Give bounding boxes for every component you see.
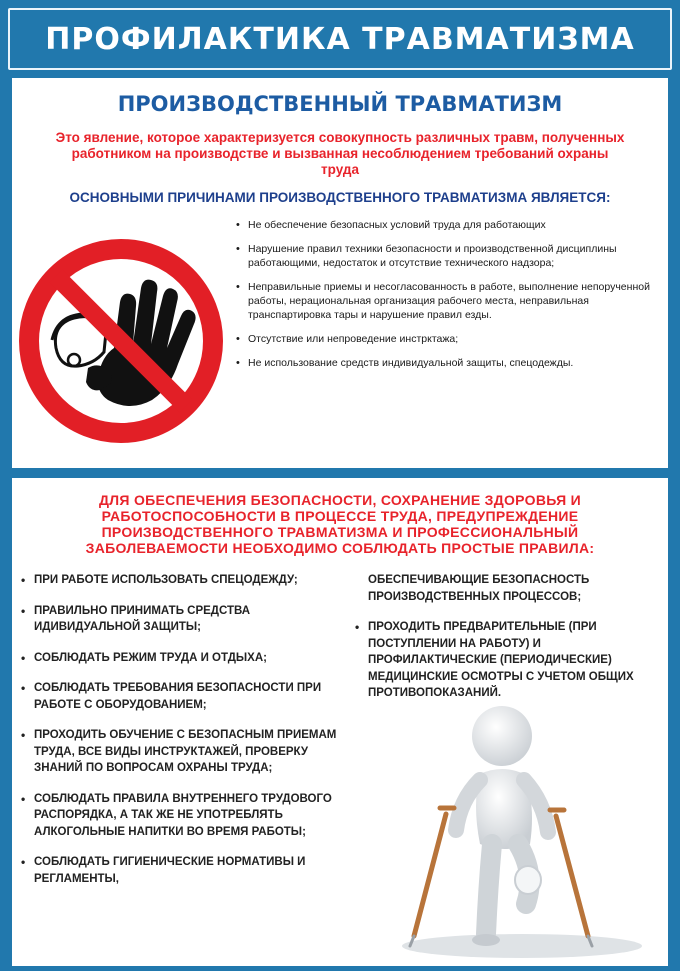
- list-item: • Отсутствие или непроведение инстрктажа;: [234, 332, 654, 346]
- rules-list-right: [352, 572, 662, 716]
- list-item: • СОБЛЮДАТЬ ТРЕБОВАНИЯ БЕЗОПАСНОСТИ ПРИ РАБОТЕ С ОБОРУДОВАНИЕМ;: [18, 680, 340, 713]
- list-item: • ПРОХОДИТЬ ОБУЧЕНИЕ С БЕЗОПАСНЫМ ПРИЕМАМ ТРУДА, ВСЕ ВИДЫ ИНСТРУКТАЖЕЙ, ПРОВЕРКУ ЗНАНИЙ ПО ВОПРОСАМ ОХРАНЫ ТРУДА;: [18, 727, 340, 777]
- list-item: • СОБЛЮДАТЬ РЕЖИМ ТРУДА И ОТДЫХА;: [18, 650, 340, 667]
- rules-list-left: [18, 572, 340, 901]
- causes-heading: ОСНОВНЫМИ ПРИЧИНАМИ ПРОИЗВОДСТВЕННОГО ТРАВМАТИЗМА ЯВЛЯЕТСЯ:: [69, 190, 611, 205]
- list-item: • ПРОХОДИТЬ ПРЕДВАРИТЕЛЬНЫЕ (ПРИ ПОСТУПЛЕНИИ НА РАБОТУ) И ПРОФИЛАКТИЧЕСКИЕ (ПЕРИОДИЧЕСКИЕ) МЕДИЦИНСКИЕ ОСМОТРЫ С УЧЕТОМ ОБЩИХ ПРОТИВОПОКАЗАНИЙ.: [352, 619, 662, 702]
- list-item: • Нарушение правил техники безопасности и производственной дисциплины работающими, недостаток и отсутствие технического надзора;: [234, 242, 654, 270]
- section-heading: ПРОИЗВОДСТВЕННЫЙ ТРАВМАТИЗМ: [117, 92, 563, 116]
- definition-text: Это явление, которое характеризуется совокупность различных травм, полученных работником на производстве и вызванная несоблюдением требований охраны труда: [55, 130, 625, 177]
- list-item-continuation: ОБЕСПЕЧИВАЮЩИЕ БЕЗОПАСНОСТЬ ПРОИЗВОДСТВЕННЫХ ПРОЦЕССОВ;: [368, 574, 590, 603]
- rules-heading: ДЛЯ ОБЕСПЕЧЕНИЯ БЕЗОПАСНОСТИ, СОХРАНЕНИЕ ЗДОРОВЬЯ И РАБОТОСПОСОБНОСТИ В ПРОЦЕССЕ ТРУДА, ПРЕДУПРЕЖДЕНИЕ ПРОИЗВОДСТВЕННОГО ТРАВМАТИЗМА И ПРОФЕССИОНАЛЬНЫЙ ЗАБОЛЕВАЕМОСТИ НЕОБХОДИМО СОБЛЮДАТЬ ПРОСТЫЕ ПРАВИЛА:: [85, 492, 595, 556]
- injury-definition-panel: [12, 78, 668, 468]
- list-item: • ПРАВИЛЬНО ПРИНИМАТЬ СРЕДСТВА ИДИВИДУАЛЬНОЙ ЗАЩИТЫ;: [18, 603, 340, 636]
- list-item: • Не обеспечение безопасных условий труда для работающих: [234, 218, 654, 232]
- list-item: • СОБЛЮДАТЬ ГИГИЕНИЧЕСКИЕ НОРМАТИВЫ И РЕГЛАМЕНТЫ,: [18, 854, 340, 887]
- list-item: • Не использование средств индивидуальной защиты, спецодежды.: [234, 356, 654, 370]
- list-item: • СОБЛЮДАТЬ ПРАВИЛА ВНУТРЕННЕГО ТРУДОВОГО РАСПОРЯДКА, А ТАК ЖЕ НЕ УПОТРЕБЛЯТЬ АЛКОГОЛЬНЫЕ НАПИТКИ ВО ВРЕМЯ РАБОТЫ;: [18, 791, 340, 841]
- person-on-crutches-icon: [392, 696, 652, 961]
- stop-hand-prohibition-icon: [16, 236, 226, 446]
- causes-list: [234, 218, 654, 380]
- title-bar: [8, 8, 672, 70]
- list-item: • Неправильные приемы и несогласованность в работе, выполнение непорученной работы, нерациональная организация рабочего места, неправильная транспартировка тары и нарушение правил езды.: [234, 280, 654, 322]
- page-title: ПРОФИЛАКТИКА ТРАВМАТИЗМА: [45, 21, 635, 57]
- safety-rules-panel: [12, 478, 668, 966]
- list-item: • ПРИ РАБОТЕ ИСПОЛЬЗОВАТЬ СПЕЦОДЕЖДУ;: [18, 572, 340, 589]
